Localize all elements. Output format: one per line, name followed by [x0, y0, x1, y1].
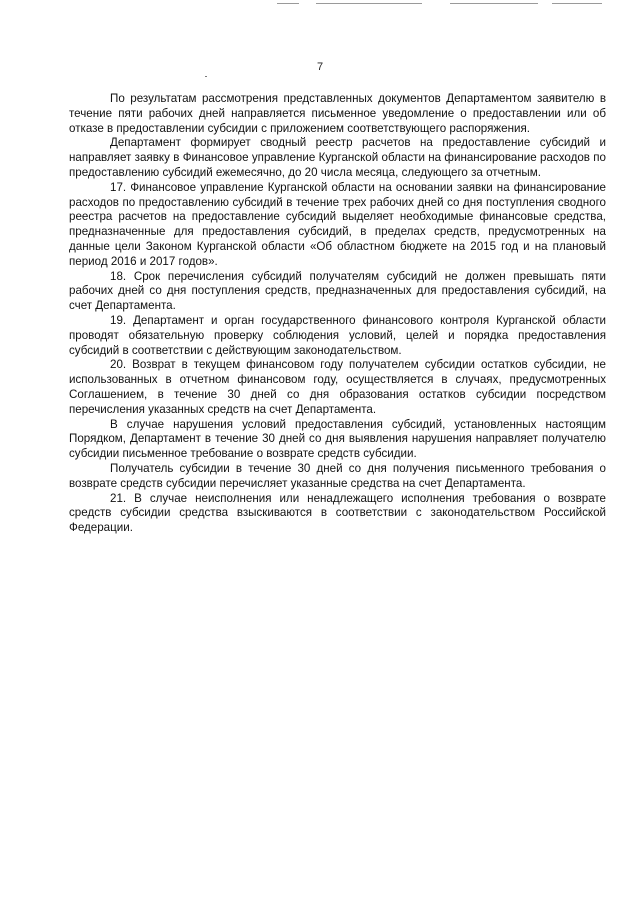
- paragraph-19: 19. Департамент и орган государственного финансового контроля Курганской области проводят обязательную проверку соблюдения условий, целей и порядка предоставления субсидий в соответствии с действующим законодательством.: [69, 313, 606, 357]
- scan-artifacts: [0, 3, 640, 9]
- paragraph-registry: Департамент формирует сводный реестр расчетов на предоставление субсидий и направляет заявку в Финансовое управление Курганской области на финансирование расходов по предоставлению субсидий ежемесячно, до 20 числа месяца, следующего за отчетным.: [69, 136, 606, 179]
- document-body: [69, 92, 606, 536]
- page-number: 7: [316, 61, 324, 73]
- paragraph-20: 20. Возврат в текущем финансовом году получателем субсидии остатков субсидии, не использованных в отчетном финансовом году, осуществляется в случаях, предусмотренных Соглашением, в течение 30 дней со дня образования остатков субсидии посредством перечисления указанных средств на счет Департамента.: [69, 358, 606, 416]
- paragraph-21: 21. В случае неисполнения или ненадлежащего исполнения требования о возврате средств субсидии средства взыскиваются в соответствии с законодательством Российской Федерации.: [69, 491, 606, 535]
- paragraph-17: 17. Финансовое управление Курганской области на основании заявки на финансирование расходов по предоставлению субсидий в течение трех рабочих дней со дня поступления сводного реестра расчетов на предоставление субсидий выделяет необходимые финансовые средства, предназначенные для предоставления субсидий, в пределах средств, предусмотренных на данные цели Законом Курганской области «Об областном бюджете на 2015 год и на плановый период 2016 и 2017 годов».: [69, 180, 606, 268]
- paragraph-18: 18. Срок перечисления субсидий получателям субсидий не должен превышать пяти рабочих дней со дня поступления средств, предназначенных для предоставления субсидий, на счет Департамента.: [69, 269, 606, 313]
- scan-speck: [205, 76, 207, 77]
- paragraph-recipient-refund: Получатель субсидии в течение 30 дней со дня получения письменного требования о возврате средств субсидии перечисляет указанные средства на счет Департамента.: [69, 461, 606, 490]
- paragraph-violation: В случае нарушения условий предоставления субсидий, установленных настоящим Порядком, Департамент в течение 30 дней со дня выявления нарушения направляет получателю субсидии письменное требование о возврате средств субсидии.: [69, 417, 606, 461]
- paragraph-notification: По результатам рассмотрения представленных документов Департаментом заявителю в течение пяти рабочих дней направляется письменное уведомление о предоставлении или об отказе в предоставлении субсидии с приложением соответствующего распоряжения.: [69, 92, 606, 135]
